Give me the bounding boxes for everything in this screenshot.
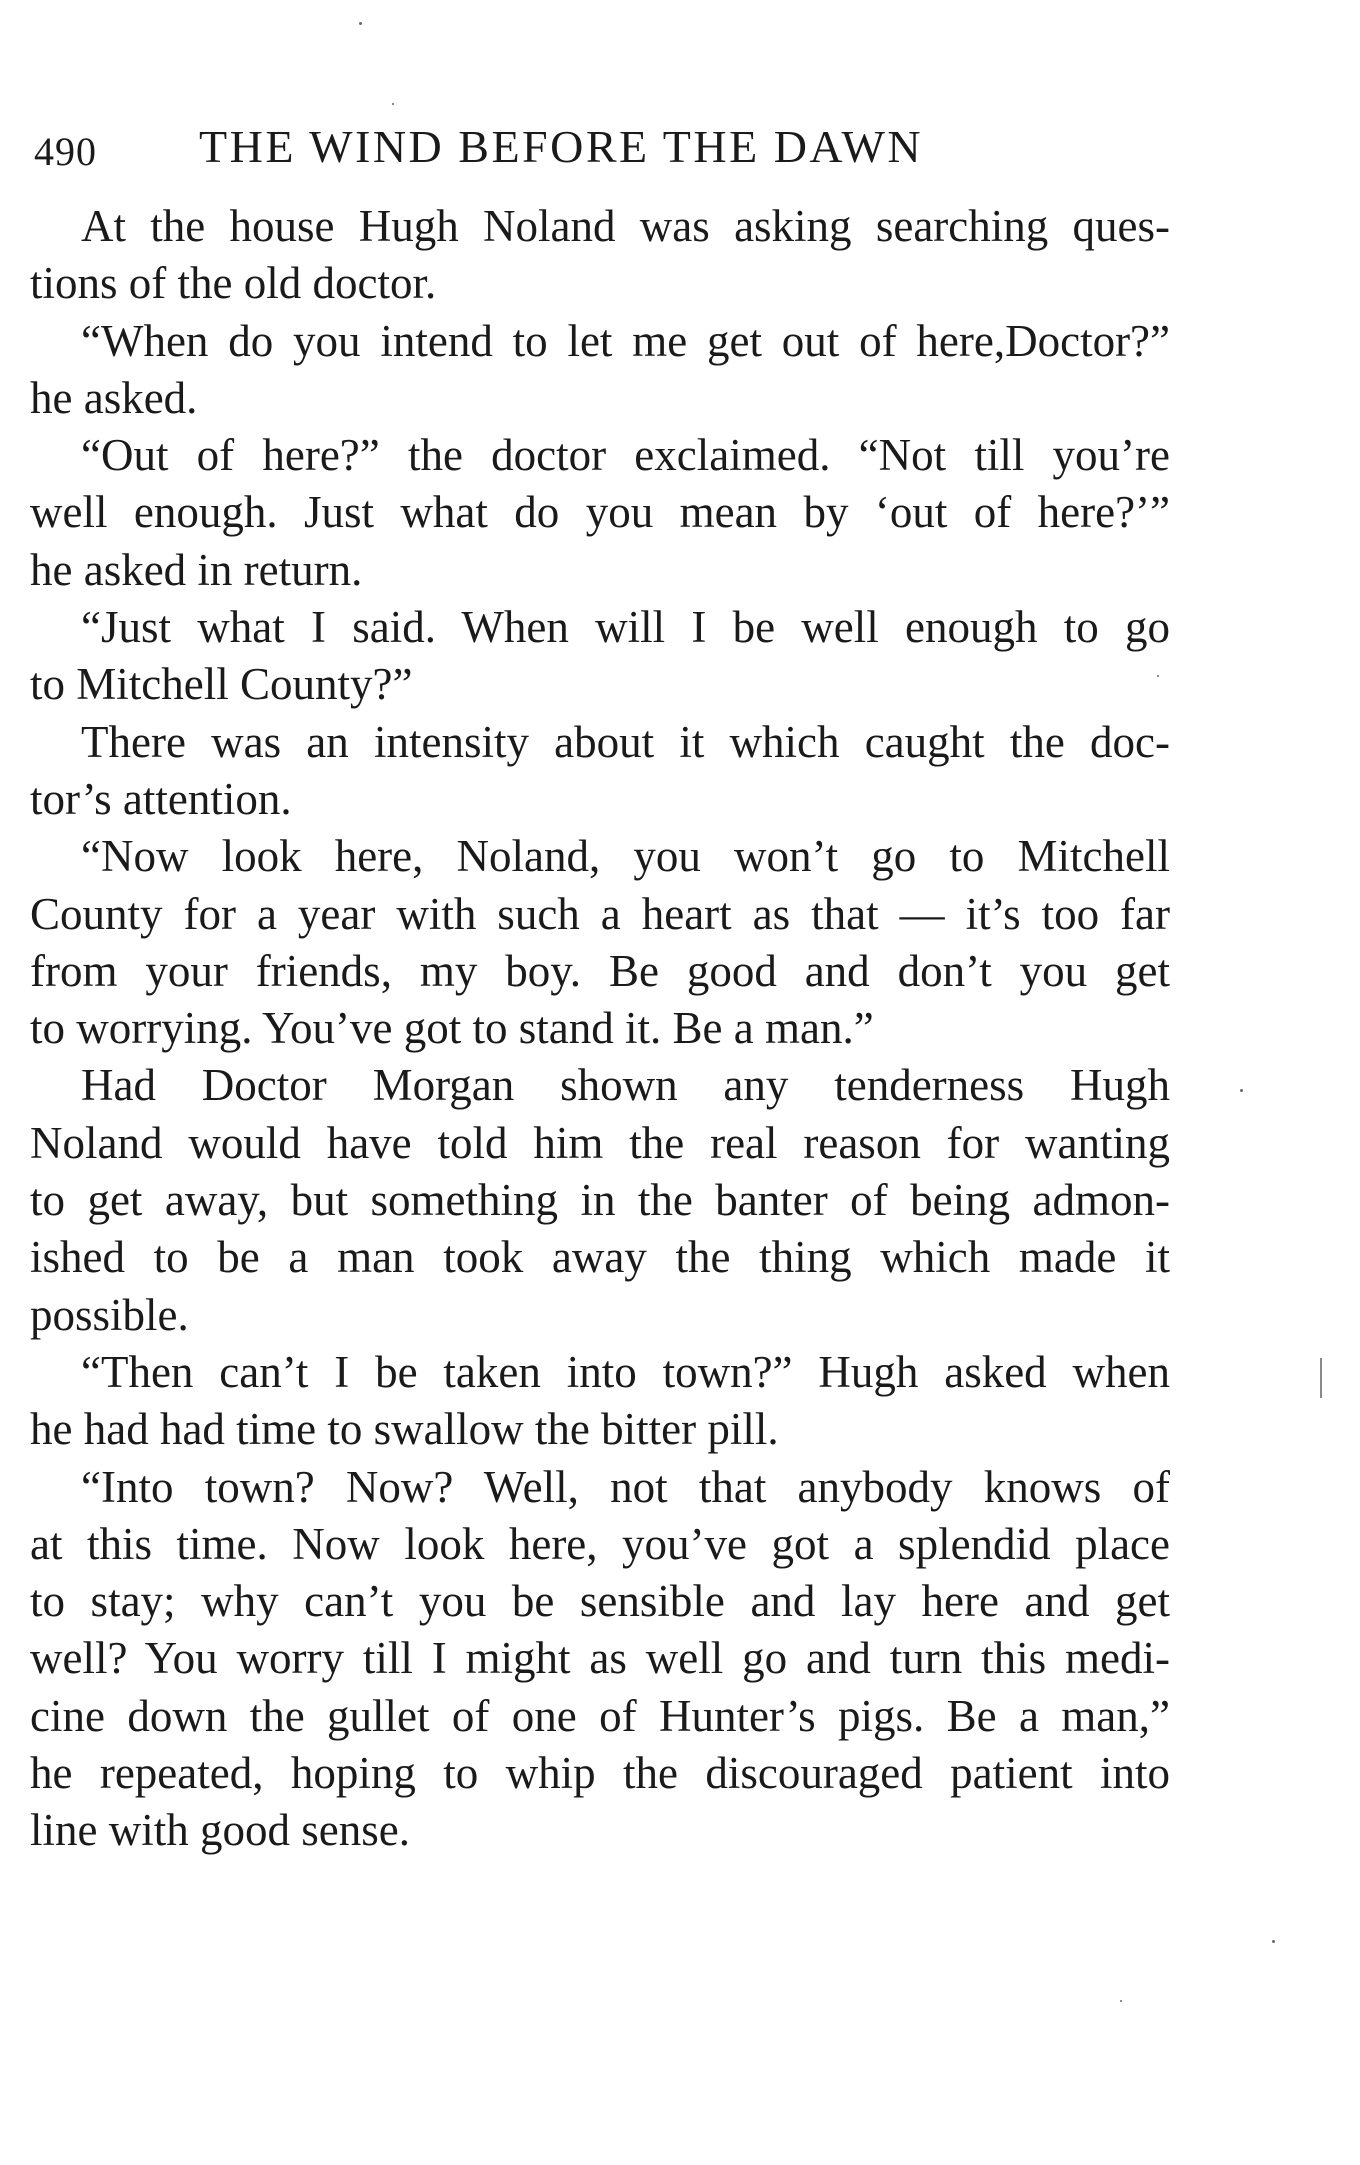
text-line: to get away, but something in the banter of being admon- xyxy=(30,1175,1170,1226)
body-text xyxy=(30,198,1170,1860)
text-line: he had had time to swallow the bitter pill. xyxy=(30,1404,779,1455)
running-head xyxy=(34,120,1014,180)
text-line: to stay; why can’t you be sensible and lay here and get xyxy=(30,1576,1170,1627)
scan-speck xyxy=(1240,1089,1243,1092)
text-line: well? You worry till I might as well go and turn this medi- xyxy=(30,1633,1170,1684)
text-line: “Now look here, Noland, you won’t go to Mitchell xyxy=(81,831,1170,882)
text-line: tor’s attention. xyxy=(30,773,292,824)
text-line: “Out of here?” the doctor exclaimed. “Not till you’re xyxy=(81,430,1170,481)
text-line: at this time. Now look here, you’ve got a splendid place xyxy=(30,1518,1170,1569)
scan-speck xyxy=(1120,2000,1122,2002)
text-line: to Mitchell County?” xyxy=(30,659,413,710)
scan-mark xyxy=(1320,1358,1322,1398)
text-line: At the house Hugh Noland was asking searching ques- xyxy=(81,201,1170,251)
text-line: There was an intensity about it which caught the doc- xyxy=(81,716,1170,767)
text-line: line with good sense. xyxy=(30,1805,410,1856)
running-title: THE WIND BEFORE THE DAWN xyxy=(199,121,924,172)
scan-speck xyxy=(392,103,394,105)
text-line: “Then can’t I be taken into town?” Hugh asked when xyxy=(81,1346,1170,1397)
text-line: Had Doctor Morgan shown any tenderness Hugh xyxy=(81,1060,1170,1111)
text-line: possible. xyxy=(30,1289,189,1340)
text-line: from your friends, my boy. Be good and don’t you get xyxy=(30,945,1170,996)
scan-speck xyxy=(1272,1940,1275,1943)
text-line: well enough. Just what do you mean by ‘out of here?’” xyxy=(30,487,1170,538)
text-line: to worrying. You’ve got to stand it. Be a man.” xyxy=(30,1003,874,1054)
scan-speck xyxy=(359,22,362,25)
text-line: “When do you intend to let me get out of here,Doctor?” xyxy=(81,315,1170,366)
text-line: Noland would have told him the real reason for wanting xyxy=(30,1117,1170,1168)
text-line: ished to be a man took away the thing which made it xyxy=(30,1232,1170,1283)
scan-speck xyxy=(1157,675,1159,677)
page-number: 490 xyxy=(34,129,97,174)
text-line: tions of the old doctor. xyxy=(30,258,437,309)
text-line: he asked. xyxy=(30,372,198,423)
text-line: he repeated, hoping to whip the discouraged patient into xyxy=(30,1748,1170,1799)
text-line: “Just what I said. When will I be well enough to go xyxy=(81,602,1170,653)
text-line: cine down the gullet of one of Hunter’s pigs. Be a man,” xyxy=(30,1690,1170,1741)
text-line: he asked in return. xyxy=(30,544,363,595)
text-line: “Into town? Now? Well, not that anybody knows of xyxy=(81,1461,1170,1512)
text-line: County for a year with such a heart as that — it’s too far xyxy=(30,888,1170,939)
